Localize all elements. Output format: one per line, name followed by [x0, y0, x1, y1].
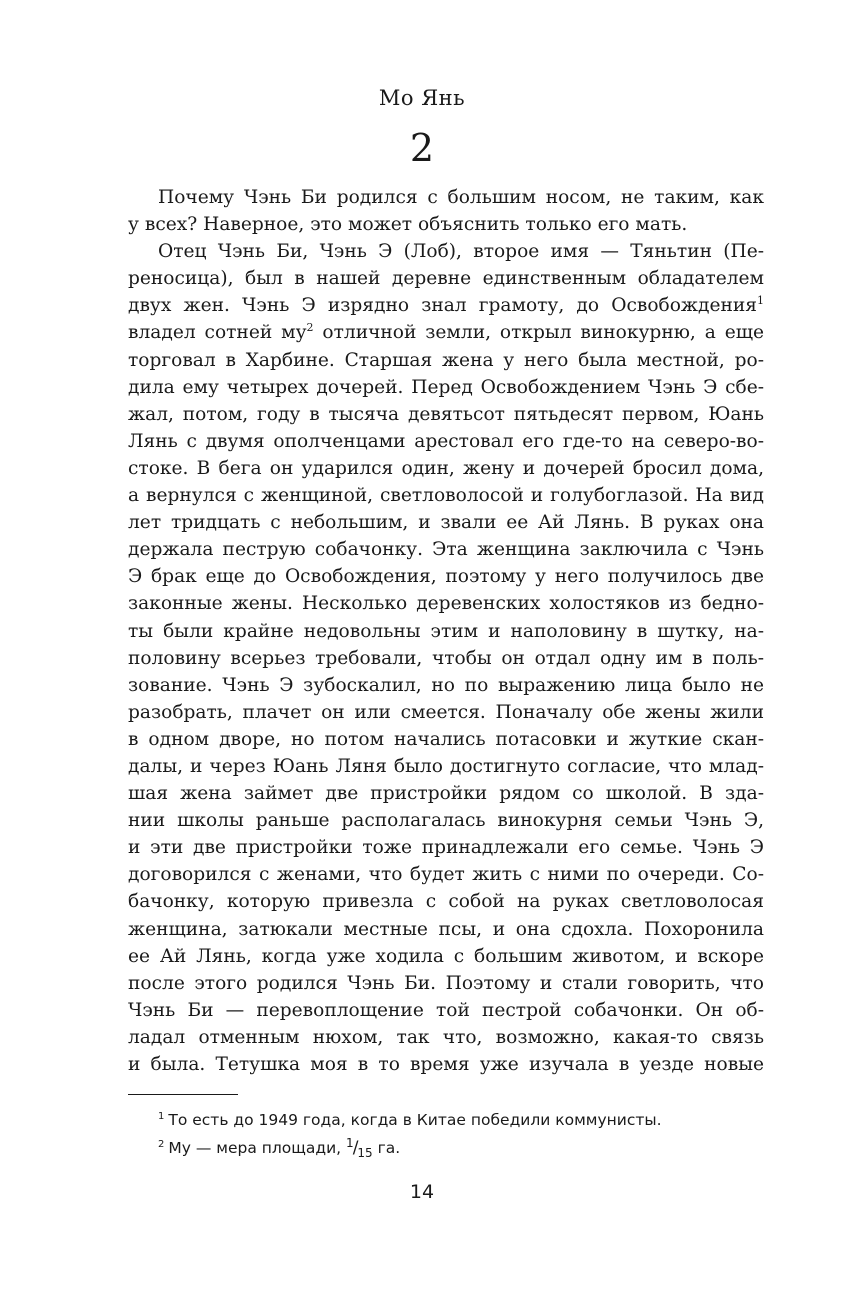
- footnote-text: То есть до 1949 года, когда в Китае победили коммунисты.: [168, 1111, 662, 1129]
- fraction-denominator: 15: [357, 1146, 373, 1160]
- text-line: [128, 807, 764, 834]
- line-text: ты были крайне недовольны этим и наполовину в шутку, на-: [128, 620, 764, 642]
- line-text: нии школы раньше располагалась винокурня семьи Чэнь Э,: [128, 810, 764, 832]
- text-line: [128, 672, 764, 699]
- text-line: [128, 888, 764, 915]
- line-text: Лянь с двумя ополченцами арестовал его где-то на северо-во-: [128, 430, 764, 452]
- line-text: ее Ай Лянь, когда уже ходила с большим животом, и вскоре: [128, 945, 764, 967]
- text-line: [128, 401, 764, 428]
- line-text: Э брак еще до Освобождения, поэтому у него получилось две: [128, 566, 764, 588]
- text-line: [128, 834, 764, 861]
- footnote-divider: [128, 1094, 238, 1095]
- text-line: [128, 509, 764, 536]
- line-text: договорился с женами, что будет жить с ними по очереди. Со-: [128, 864, 764, 886]
- line-text: а вернулся с женщиной, светловолосой и голубоглазой. На вид: [128, 485, 764, 507]
- text-line: [128, 753, 764, 780]
- line-text: лет тридцать с небольшим, и звали ее Ай Лянь. В руках она: [128, 512, 764, 534]
- text-line: [128, 618, 764, 645]
- line-text: зование. Чэнь Э зубоскалил, но по выражению лица было не: [128, 674, 764, 696]
- footnote-1: [158, 1106, 758, 1134]
- line-text: владел сотней му: [128, 322, 307, 344]
- text-line: [128, 645, 764, 672]
- page-number: 14: [409, 1181, 435, 1203]
- text-line: [128, 726, 764, 753]
- footnote-mark: 1: [158, 1111, 165, 1122]
- line-text: после этого родился Чэнь Би. Поэтому и стали говорить, что: [128, 972, 764, 994]
- text-line: [128, 374, 764, 401]
- text-line: [128, 265, 764, 292]
- text-line: [128, 482, 764, 509]
- line-text: держала пеструю собачонку. Эта женщина заключила с Чэнь: [128, 539, 764, 561]
- footnote-reference: 2: [306, 321, 314, 335]
- text-line: [128, 428, 764, 455]
- line-text: дила ему четырех дочерей. Перед Освобождением Чэнь Э сбе-: [128, 376, 764, 398]
- line-text: разобрать, плачет он или смеется. Поначалу обе жены жили: [128, 701, 764, 723]
- fraction: 1/15: [346, 1136, 373, 1160]
- line-text: и была. Тетушка моя в то время уже изучала в уезде новые: [128, 1054, 764, 1075]
- line-text: ладал отменным нюхом, так что, возможно, какая-то связь: [128, 1026, 764, 1048]
- text-line: [128, 590, 764, 617]
- text-line: [128, 943, 764, 970]
- text-line: [128, 563, 764, 590]
- footnote-mark: 2: [158, 1139, 165, 1150]
- footnotes: [158, 1106, 758, 1163]
- line-text: Чэнь Би — перевоплощение той пестрой собачонки. Он об-: [128, 999, 764, 1021]
- text-line: [128, 970, 764, 997]
- line-text: бачонку, которую привезла с собой на руках светловолосая: [128, 891, 764, 913]
- footnote-text: Му — мера площади,: [168, 1139, 347, 1157]
- line-text: двух жен. Чэнь Э изрядно знал грамоту, до Освобождения: [128, 295, 757, 317]
- text-line: [128, 292, 764, 319]
- text-line: [128, 861, 764, 888]
- text-line: [128, 699, 764, 726]
- line-text-after: отличной земли, открыл винокурню, а еще: [313, 322, 764, 344]
- line-text: жал, потом, году в тысяча девятьсот пятьдесят первом, Юань: [128, 403, 764, 425]
- running-head: Мо Янь: [378, 86, 466, 110]
- text-line: [128, 238, 764, 265]
- text-line: [128, 997, 764, 1024]
- text-line: [128, 916, 764, 943]
- line-text: реносица), был в нашей деревне единственным обладателем: [128, 268, 764, 290]
- text-line: [128, 536, 764, 563]
- fraction-numerator: 1: [346, 1136, 354, 1150]
- text-line: [128, 1024, 764, 1051]
- text-line: [128, 319, 764, 346]
- line-text: в одном дворе, но потом начались потасовки и жуткие скан-: [128, 728, 764, 750]
- line-text: стоке. В бега он ударился один, жену и дочерей бросил дома,: [128, 457, 764, 479]
- text-line: [128, 184, 764, 211]
- line-text: женщина, затюкали местные псы, и она сдохла. Похоронила: [128, 918, 764, 940]
- chapter-number: 2: [409, 126, 435, 170]
- footnote-2: [158, 1134, 758, 1163]
- footnote-text-after: га.: [372, 1139, 401, 1157]
- line-text: законные жены. Несколько деревенских холостяков из бедно-: [128, 593, 764, 615]
- line-text: далы, и через Юань Ляня было достигнуто согласие, что млад-: [128, 755, 764, 777]
- line-text: и эти две пристройки тоже принадлежали его семье. Чэнь Э: [128, 837, 764, 859]
- line-text: Почему Чэнь Би родился с большим носом, не таким, как: [158, 187, 764, 208]
- text-line: [128, 1051, 764, 1078]
- text-line: [128, 347, 764, 374]
- text-line: [128, 211, 764, 238]
- footnote-reference: 1: [757, 294, 764, 308]
- line-text: шая жена займет две пристройки рядом со школой. В зда-: [128, 783, 764, 805]
- line-text: торговал в Харбине. Старшая жена у него была местной, ро-: [128, 349, 764, 371]
- line-text: Отец Чэнь Би, Чэнь Э (Лоб), второе имя — Тяньтин (Пе-: [158, 241, 764, 263]
- text-line: [128, 780, 764, 807]
- text-line: [128, 455, 764, 482]
- line-text: половину всерьез требовали, чтобы он отдал одну им в поль-: [128, 647, 764, 669]
- body-text: [128, 184, 764, 1078]
- line-text: у всех? Наверное, это может объяснить только его мать.: [128, 214, 688, 236]
